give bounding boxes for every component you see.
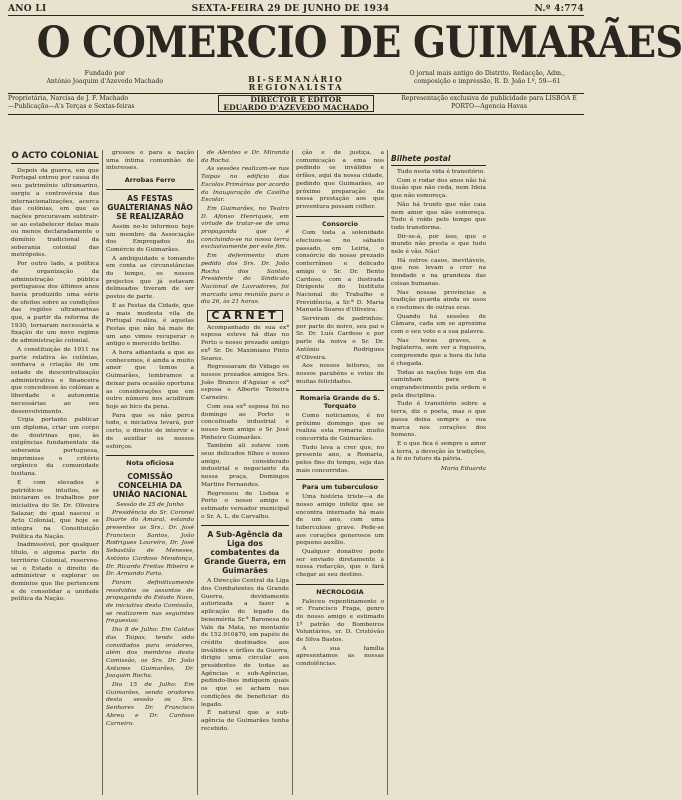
article-title-bilhete-postal: Bilhete postal bbox=[391, 154, 486, 166]
org-info: O jornal mais antigo do Distrito. Redacção, Adm., composição e impressão, R. D. João I.º, 59—61 bbox=[409, 70, 565, 85]
paragraph: Uma história triste—a de nosso amigo infeliz que se encontra internado há mais de um ano, com uma tuberculose grave. Pede-se aos corações generosos um pequeno auxílio. bbox=[296, 494, 384, 547]
paragraph: Foram definitivamente resolvidos os assuntos de propaganda do Estado Novo, de iniciativa desta Comissão, se realizarem nas seguintes freguesias: bbox=[106, 579, 194, 625]
paragraph: Dir-se-á, por isso, que o mundo não presta e que tudo nele é vão. Não! bbox=[391, 233, 486, 256]
divider bbox=[201, 525, 289, 526]
paragraph: Com o rodar dos anos não há ilusão que não ceda, nem Ideia que não esmoreça. bbox=[391, 177, 486, 200]
column-3 bbox=[198, 150, 293, 795]
paragraph: Aos nossos leitores, os nossos parabéns e votos de muitas felicidades. bbox=[296, 363, 384, 385]
paragraph: Inadmissível, por qualquer título, o alguma parte do território Colonial, reservou-se o Estado o direito de administrar e explorar os domínios que lhe pertencem e de consolidar a unidade política da Nação. bbox=[11, 542, 99, 603]
article-title-liga-combatentes: A Sub-Agência da Liga dos combatentes da Grande Guerra, em Guimarães bbox=[204, 530, 286, 576]
divider bbox=[296, 390, 384, 391]
paragraph: A Direcção Central da Liga dos Combatentes da Grande Guerra, devidamente autorizada a fazer a aplicação do legado da benemérita Sr.ª Baronesa do Vale da Mata, no montante de 152.910$70, em papéis de crédito destinados aos inválidos e órfãos da Guerra, dirigiu uma circular aos presidentes de todas as Agências e sub-Agências, pedindo-lhes indiquem quais os que se acham nas condições de beneficiar do legado. bbox=[201, 578, 289, 708]
signature: Maria Eduarda bbox=[440, 466, 486, 473]
advertising-info: Representação exclusiva de publicidade para LISBOA E PORTO—Agencia Havas bbox=[401, 95, 577, 110]
paragraph: Regressou de Lisboa e Porto o nosso amigo e estimado vereador municipal o Sr. A. L. de Carvalho. bbox=[201, 490, 289, 520]
columns bbox=[8, 150, 584, 795]
paragraph: Presidência do Sr. Coronel Duarte do Amaral, estando presentes os Srs.: Dr. José Francisco Santos, João Rodrigues Loureiro, Dr. José Sebastião de Meneses, António Cardoso Mendonça, Dr. Ricardo Freitas Ribeiro e Dr. Armando Faria. bbox=[106, 509, 194, 578]
divider bbox=[106, 455, 194, 456]
session-date: Sessão de 25 de Junho bbox=[116, 501, 184, 508]
paragraph: Qualquer donativo pode ser enviado diretamente à nossa redacção, que o fará chegar ao seu destino. bbox=[296, 549, 384, 579]
paragraph: É natural que a sub-agência de Guimarães tenha recebido. bbox=[201, 710, 289, 732]
paragraph: E as Festas da Cidade, que a mais modesta vila de Portugal realiza, é aquelas Festas que não há mais de um ano vimos recuperar o antigo e merecido brilho. bbox=[106, 302, 194, 348]
paragraph: Em Guimarães, no Teatro D. Afonso Henriques, em virtude de tratar-se de uma propaganda que é concluindo-se na nossa terra exclusivamente por este fim. bbox=[201, 205, 289, 251]
director-label: DIRECTOR E EDITOR bbox=[250, 95, 342, 104]
paragraph: A ambiguidade e tomando em conta as circunstâncias do tempo, os nossos projectos que já estavam delineados tiveram de ser postos de parte. bbox=[106, 255, 194, 301]
paragraph: Depois da guerra, em que Portugal entrou por causa do seu património ultramarino, surgiu a controvérsia das internacionalizações, acerca das colónias, em que as nações procuravam subtrair-se ao estabelecer delas mais ou menos declaradamente o domínio tradicional da soberania colonial das metrópoles. bbox=[11, 167, 99, 259]
article-title-acto-colonial: O ACTO COLONIAL bbox=[11, 153, 99, 164]
bisemanario-label: BI-SEMANÁRIO REGIONALISTA bbox=[248, 74, 344, 92]
paragraph: Não há trunfo que não caia nem amor que não esmoreça. Tudo é roído pelo tempo que tudo transforma. bbox=[391, 201, 486, 231]
paragraph: Acompanhado de sua exª esposa esteve há dias no Porto o nosso prezado amigo exº Sr. Dr. Maximiano Pinto Soares. bbox=[201, 324, 289, 362]
paragraph: E com elevados e patrióticos intuitos, se iniciaram os trabalhos por iniciativa do Sr. Dr. Oliveira Salazar, do qual nasceu o Acto Colonial, que hoje se integra na Constituição Política da Nação. bbox=[11, 479, 99, 540]
carnet-title: CARNET bbox=[207, 310, 283, 322]
column-2 bbox=[103, 150, 198, 795]
paragraph: Dia 15 de Julho: Em Guimarães, sendo oradores desta sessão os Srs. Senhores Dr. Francisco Abreu e Dr. Cardoso Carneiro. bbox=[106, 682, 194, 727]
paragraph: Serviram de padrinhos: por parte do noivo, seu pai o Sr. Dr. Luís Cardoso e por parte da noiva o Sr. Dr. António Rodrigues d'Oliveira. bbox=[296, 316, 384, 361]
info-bar bbox=[8, 95, 584, 112]
founder-name: António Joaquim d'Azevedo Machado bbox=[46, 77, 164, 85]
header-rule bbox=[8, 93, 584, 94]
owner-label: Proprietária, Narcisa de J. F. Machado bbox=[8, 95, 129, 102]
paragraph: Como noticiamos, é no próximo domingo que se realiza esta romaria muito concorrida de Guimarães. bbox=[296, 412, 384, 442]
year-label: ANO LI bbox=[8, 4, 47, 14]
paragraph: Nas nossas províncias a tradição guarda ainda os usos e costumes de outras eras. bbox=[391, 289, 486, 311]
paragraph: ção e de justiça, a comunicação a ema nos pedindo os inválidos e órfãos, aqui da nossa cidade, pedindo que Guimarães, ao próximo preparação da nossa prestação aos que proventura possam colher. bbox=[296, 150, 384, 210]
section-consorcio: Consorcio bbox=[322, 219, 358, 228]
divider bbox=[296, 479, 384, 480]
column-1 bbox=[8, 150, 103, 795]
top-bar bbox=[8, 4, 584, 16]
paragraph: Tudo nesta vida é transitório. bbox=[397, 169, 486, 175]
paragraph: Urgia portanto publicar um diploma, criar um corpo de doutrinas que, às exigências fundamentais da soberania portuguesa, imprimisse o critério orgânico da comunidade lusitana. bbox=[11, 417, 99, 478]
section-nota-oficiosa: Nota oficiosa bbox=[126, 459, 174, 468]
paragraph: Quando há sessões de Câmara, cada um se aproxima com o seu voto e a sua palavra. bbox=[391, 313, 486, 336]
paragraph: A sua família apresentamos as nossas condolências. bbox=[296, 645, 384, 668]
paragraph: Dia 8 de Julho: Em Caldas das Taipas, tendo sido convidados para oradores, além dos membros desta Comissão, os Srs. Dr. João Antunes Guimarães, Dr. Joaquim Rocha. bbox=[106, 627, 194, 680]
date-label: SEXTA-FEIRA 29 DE JUNHO DE 1934 bbox=[191, 4, 390, 14]
paragraph: Também ali esteve com seus delicados filhos o nosso amigo, considerado industrial e negociante da nossa praça, Domingos Martins Fernandes. bbox=[201, 443, 289, 488]
masthead-subrow bbox=[8, 70, 584, 91]
paragraph: Nas horas graves, a Inglaterra, sem ver a fogueira, compreende que a hora da luta é chegada. bbox=[391, 337, 486, 367]
paragraph: Para que se não perca todo, e iniciativa levará, por certo, o direito de intervir e de auxiliar os nossos esforços. bbox=[106, 412, 194, 450]
paragraph: Faleceu repentinamente o sr. Francisco Fraga, genro do nosso amigo e estimado 1º patrão do Bombeiros Voluntários, sr. D. Cristóvão de Silva Bastos. bbox=[296, 598, 384, 644]
paragraph: A constituição de 1911 na parte relativa às colónias, sonhava a criação de um estado de descentralização administrativa e financeira que concedesse às colónias a liberdade e autonomia necessárias ao seu desenvolvimento. bbox=[11, 346, 99, 415]
column-5 bbox=[388, 150, 489, 795]
paragraph: Com sua exª esposa foi no domingo ao Porto o conceituado industrial e nosso bom amigo o Sr. José Pinheiro Guimarães. bbox=[201, 403, 289, 441]
publication-schedule: —Publicação—A's Terças e Sextas-feiras bbox=[8, 102, 135, 110]
paragraph: Por outro lado, a política de organização da administração pública portuguesa dos últimos anos havia produzido uma série de efeitos sobre as condições das regiões ultramarinas que, a partir da reforma de 1930, tornaram necessária a fixação de um novo regime de administração colonial. bbox=[11, 261, 99, 345]
divider bbox=[296, 216, 384, 217]
column-4 bbox=[293, 150, 388, 795]
section-necrologia: NECROLOGIA bbox=[316, 587, 364, 596]
section-arrobas-ferro: Arrobas Ferro bbox=[124, 176, 176, 185]
divider bbox=[106, 189, 194, 190]
paragraph: Tudo leva a crer que, no presente ano, a Romaria, pelos fins do tempo, seja das mais concorridas. bbox=[296, 444, 384, 474]
director-box bbox=[218, 95, 373, 112]
paragraph: E o que fica é sempre o amor à terra, a devoção às tradições, a fé no futuro da pátria. bbox=[391, 440, 486, 463]
paragraph: gressos e para a nação uma íntima comunhão de interesses. bbox=[106, 150, 194, 172]
paragraph: Todas as nações hoje em dia caminham para o engrandecimento pela ordem e pela disciplina. bbox=[391, 369, 486, 399]
article-title-comissao: COMISSÃO CONCELHIA DA UNIÃO NACIONAL bbox=[112, 471, 188, 499]
paragraph: Em deferimento dum pedido dos Srs. Dr. João Rocha dos Santos, Presidente do Sindicato Nacional de Lavradores, foi marcada uma reunião para o dia 26, às 21 horas. bbox=[201, 253, 289, 306]
paragraph: As sessões realizam-se nas Taipas no edifício das Escolas Primárias por acordo da Inauguração de Casilha Escolar. bbox=[201, 166, 289, 204]
founder-block bbox=[8, 70, 202, 91]
paragraph: Tudo é transitório sobre a terra, diz o poeta, mas o que passa deixa sempre a sua marca nos corações dos homens. bbox=[391, 401, 486, 439]
paragraph: A hora adiantada a que as conhecemos, é ainda a muito amor que temos a Guimarães, lembramos a deixar para ocasião oportuna as considerações que em outro número nos acudiram hoje ao bico da pena. bbox=[106, 350, 194, 410]
section-romaria: Romaria Grande de S. Torquato bbox=[299, 394, 381, 411]
article-title-festas: AS FESTAS GUALTERIANAS NÃO SE REALIZARÃO bbox=[107, 193, 193, 221]
issue-number: N.º 4:774 bbox=[534, 4, 584, 14]
paragraph: Há outros casos, inevitáveis, que nos levam a crer na bondade e na grandeza das coisas humanas. bbox=[391, 257, 486, 287]
section-tuberculoso: Para um tuberculoso bbox=[301, 483, 378, 492]
paragraph: Assim no-lo informou hoje um membro da Associação dos Empregados do Comércio de Guimarães. bbox=[106, 223, 194, 253]
masthead-title: O COMERCIO DE GUIMARÃES bbox=[36, 18, 682, 68]
header-rule-2 bbox=[8, 114, 584, 115]
owner-block bbox=[8, 95, 198, 112]
paragraph: Com toda a solenidade efectuou-se no sábado passado, em Leiria, o consórcio do nosso prezado conterrâneo e delicado amigo o Sr. Dr. Bento Cardoso, com a ilustrada Dirigente do Instituto Nacional do Trabalho e Previdência, a Sr.ª D. Maria Manuela Soares d'Oliveira. bbox=[296, 230, 384, 314]
divider bbox=[296, 584, 384, 585]
founded-by-label: Fundado por bbox=[84, 70, 125, 77]
director-name: EDUARDO D'AZEVEDO MACHADO bbox=[223, 102, 369, 112]
paragraph: de Alenteo e Dr. Miranda da Rocha. bbox=[201, 150, 289, 164]
paragraph: Regressaram do Vidago os nossos prezados amigos Srs. João Branco d'Aguiar e exª esposa e Alberto Teixeira Carneiro. bbox=[201, 364, 289, 402]
